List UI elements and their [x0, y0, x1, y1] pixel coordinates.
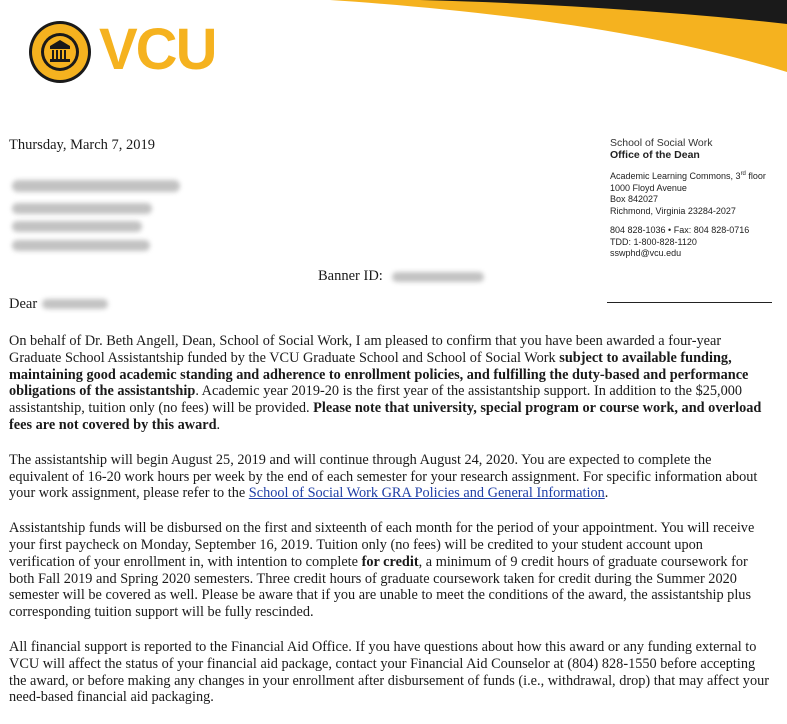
address-line-4: Richmond, Virginia 23284-2027 — [610, 205, 736, 216]
paragraph-dates: The assistantship will begin August 25, 2019 and will continue through August 24, 2020. You are expected to complete the equivalent of 16-20 work hours per week by the end of each semester for your research assignment. For specific information about your work assignment, please refer to the School of Social Work GRA Policies and General Information. — [9, 451, 758, 502]
redacted-address-line-3 — [12, 240, 150, 251]
letter-body — [9, 333, 769, 724]
letterhead-divider — [607, 302, 772, 303]
school-name: School of Social Work — [610, 137, 713, 149]
redacted-name — [12, 180, 180, 192]
address-line-2: 1000 Floyd Avenue — [610, 182, 687, 193]
redacted-banner-id — [392, 272, 484, 282]
redacted-address-line-1 — [12, 203, 152, 214]
letterhead-contact — [610, 138, 785, 260]
vcu-logo-text[interactable]: VCU — [99, 17, 216, 82]
redacted-address-line-2 — [12, 221, 142, 232]
tdd: TDD: 1-800-828-1120 — [610, 236, 697, 247]
paragraph-financial-aid: All financial support is reported to the Financial Aid Office. If you have questions about how this award or any funding external to VCU will affect the status of your financial aid package, contact your Financial Aid Counselor at (804) 828-1550 before accepting the award, or before making any changes in your enrollment after disbursement of funds (i.e., withdrawal, drop) that may affect your need-based financial aid packaging. — [9, 638, 769, 706]
banner-id-label: Banner ID: — [318, 268, 383, 284]
vcu-seal-logo — [28, 20, 92, 84]
paragraph-disbursement: Assistantship funds will be disbursed on the first and sixteenth of each month for the period of your appointment. You will receive your first paycheck on Monday, September 16, 2019. Tuition only (no fees) will be credited to your student account upon verification of your enrollment in, with intention to complete for credit, a minimum of 9 credit hours of graduate coursework for both Fall 2019 and Spring 2020 semesters. Three credit hours of graduate coursework taken for credit during the Summer 2020 semester will be covered as well. Please be aware that if you are unable to meet the conditions of the award, the assistantship plus corresponding tuition support will be fully rescinded. — [9, 520, 755, 621]
office-name: Office of the Dean — [610, 148, 700, 161]
email-link[interactable]: sswphd@vcu.edu — [610, 248, 682, 258]
address-line-3: Box 842027 — [610, 194, 659, 204]
phone-fax: 804 828-1036 • Fax: 804 828-0716 — [610, 225, 750, 235]
salutation: Dear — [9, 296, 38, 312]
letter-date: Thursday, March 7, 2019 — [9, 137, 156, 153]
address-line-1: Academic Learning Commons, 3rd floor — [610, 171, 766, 181]
redacted-salutation-name — [42, 299, 108, 309]
gra-policies-link[interactable]: School of Social Work GRA Policies and General Information — [248, 485, 605, 502]
paragraph-award: On behalf of Dr. Beth Angell, Dean, School of Social Work, I am pleased to confirm that you have been awarded a four-year Graduate School Assistantship funded by the VCU Graduate School and School of Social Work subject to available funding, maintaining good academic standing and adherence to enrollment policies, and fulfilling the duty-based and performance obligations of the assistantship. Academic year 2019-20 is the first year of the assistantship support. In addition to the $25,000 assistantship, tuition only (no fees) will be provided. Please note that university, special program or course work, and overload fees are not covered by this award. — [9, 333, 762, 433]
